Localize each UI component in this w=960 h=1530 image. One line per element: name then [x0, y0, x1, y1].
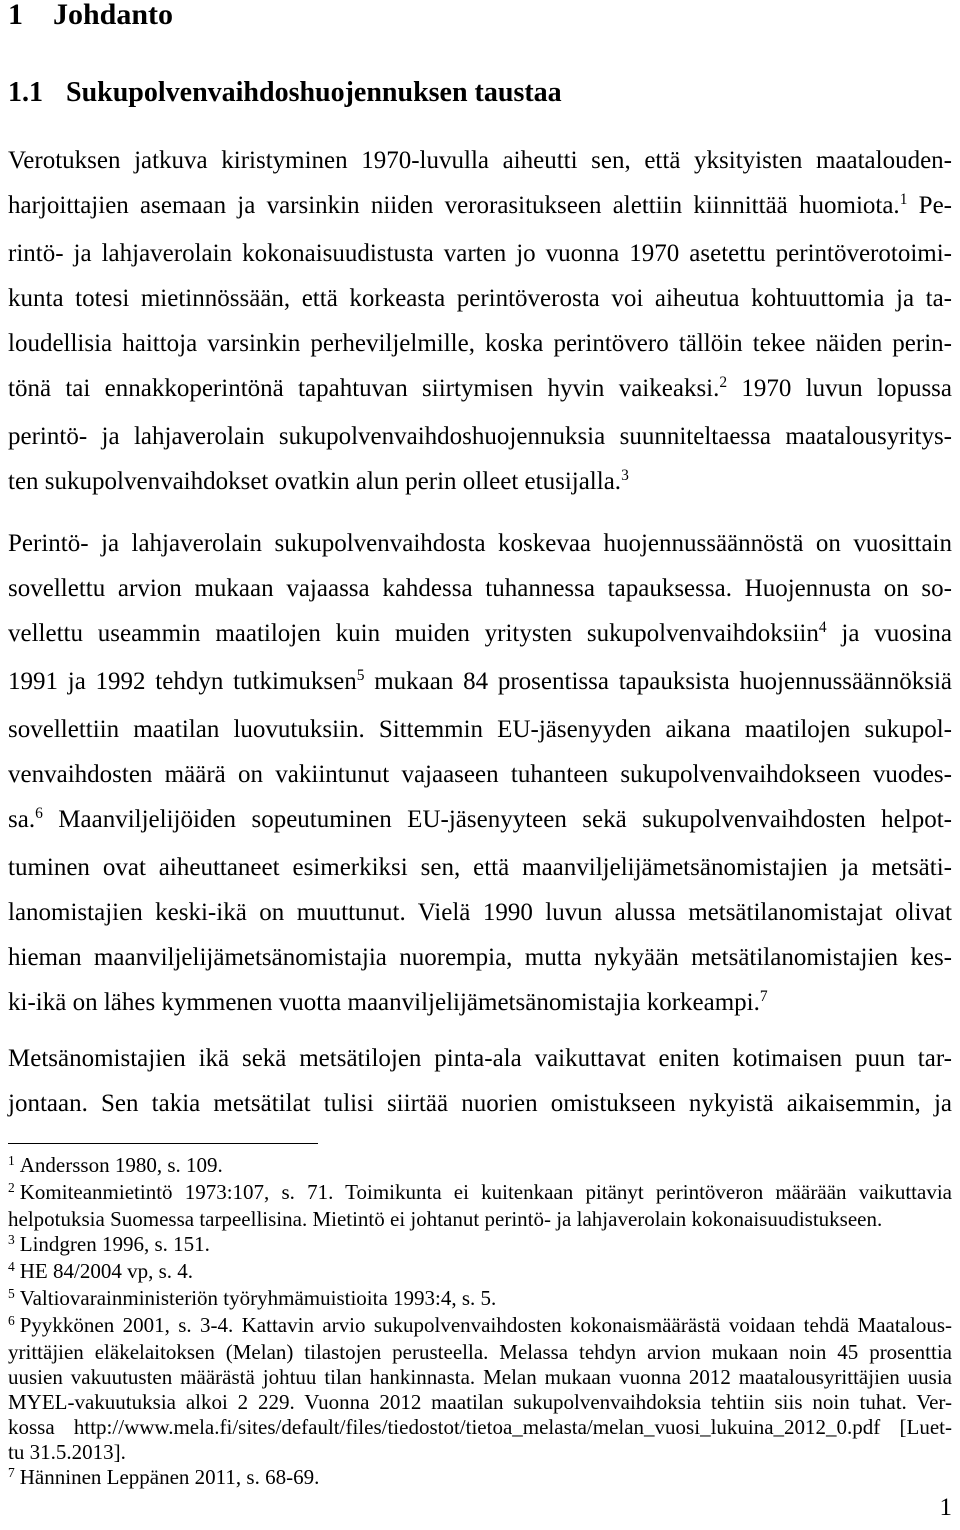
footnote-line: [8, 1180, 952, 1207]
text-run: ten sukupolvenvaihdokset ovatkin alun perin olleet etusijalla.: [8, 468, 622, 495]
footnote-number: 3: [8, 1232, 15, 1247]
footnote-reference: 3: [621, 467, 629, 484]
footnote-line: [8, 1207, 952, 1232]
footnote: [8, 1286, 952, 1313]
footnote-text: Valtiovarainministeriön työryhmämuistioita 1993:4, s. 5.: [19, 1286, 497, 1310]
footnotes: [8, 1153, 952, 1492]
footnote-text: kossa http://www.mela.fi/sites/default/files/tiedostot/tietoa_melasta/melan_vuosi_lukuina_2012_0.pdf [Luet-: [8, 1415, 952, 1439]
footnote-line: [8, 1365, 952, 1390]
text-line: [8, 366, 952, 414]
text-line: [8, 1036, 952, 1081]
footnote-reference: 1: [899, 191, 908, 208]
text-run: rintö- ja lahjaverolain kokonaisuudistusta varten jo vuonna 1970 asetettu perintöverotoimi-: [8, 240, 952, 267]
text-run: Metsänomistajien ikä sekä metsätilojen pinta-ala vaikuttavat eniten kotimaisen puun tar-: [8, 1045, 952, 1072]
text-run: perintö- ja lahjaverolain sukupolvenvaihdoshuojennuksia suunniteltaessa maatalousyritys-: [8, 423, 952, 450]
footnote-line: [8, 1313, 952, 1340]
text-line: [8, 845, 952, 890]
text-run: loudellisia haittoja varsinkin perheviljelmille, koska perintövero tällöin tekee näiden perin-: [8, 330, 952, 357]
body-paragraph: [8, 521, 952, 1028]
footnote: [8, 1465, 952, 1492]
footnote-line: [8, 1340, 952, 1365]
footnote-text: Andersson 1980, s. 109.: [19, 1153, 223, 1177]
page-number: 1: [939, 1494, 952, 1521]
text-line: [8, 183, 952, 231]
footnote-reference: 4: [818, 619, 827, 636]
footnote-reference: 5: [356, 667, 365, 684]
text-run: tuminen ovat aiheuttaneet esimerkiksi sen, että maanviljelijämetsänomistajien ja metsäti-: [8, 854, 952, 881]
footnote-reference: 7: [759, 988, 768, 1005]
body-paragraph: [8, 138, 952, 507]
footnote-text: HE 84/2004 vp, s. 4.: [19, 1259, 193, 1283]
text-run: sovellettiin maatilan luovutuksiin. Sittemmin EU-jäsenyyden aikana maatilojen sukupol-: [8, 716, 952, 743]
text-run: ja vuosina: [826, 620, 952, 647]
footnote: [8, 1153, 952, 1180]
footnote-number: 1: [8, 1153, 15, 1168]
text-line: [8, 797, 952, 845]
text-run: kunta totesi mietinnössään, että korkeasta perintöverosta voi aiheutua kohtuuttomia ja ta-: [8, 285, 952, 312]
text-run: sovellettu arvion mukaan vajaassa kahdessa tuhannessa tapauksessa. Huojennusta on so-: [8, 575, 952, 602]
body-paragraph: [8, 1036, 952, 1126]
footnote-line: [8, 1153, 952, 1180]
footnote-separator: [8, 1143, 318, 1144]
footnote-reference: 2: [719, 374, 728, 391]
section-title: Sukupolvenvaihdoshuojennuksen taustaa: [66, 77, 562, 108]
text-run: vellettu useammin maatilojen kuin muiden yritysten sukupolvenvaihdoksiin: [8, 620, 819, 647]
footnote-text: Lindgren 1996, s. 151.: [19, 1232, 210, 1256]
text-line: [8, 138, 952, 183]
footnote: [8, 1259, 952, 1286]
text-run: hieman maanviljelijämetsänomistajia nuorempia, mutta nykyään metsätilanomistajien kes-: [8, 944, 952, 971]
footnote-text: tu 31.5.2013].: [8, 1440, 126, 1464]
footnote: [8, 1313, 952, 1465]
text-line: [8, 980, 952, 1028]
text-line: [8, 752, 952, 797]
footnote-number: 4: [8, 1259, 15, 1274]
text-line: [8, 566, 952, 611]
footnote-text: helpotuksia Suomessa tarpeellisina. Mietintö ei johtanut perintö- ja lahjaverolain kokonaisuudistukseen.: [8, 1207, 883, 1231]
text-run: Maanviljelijöiden sopeutuminen EU-jäsenyyteen sekä sukupolvenvaihdosten helpot-: [42, 806, 952, 833]
footnote-number: 2: [8, 1180, 15, 1195]
text-line: [8, 521, 952, 566]
footnote-line: [8, 1390, 952, 1415]
footnote-line: [8, 1440, 952, 1465]
text-line: [8, 276, 952, 321]
footnote-number: 7: [8, 1465, 15, 1480]
footnote-text: MYEL-vakuutuksia alkoi 2 229. Vuonna 2012 maatilan sukupolvenvaihdoksia tehtiin siis noin tuhat. Ver-: [8, 1390, 952, 1414]
text-run: ki-ikä on lähes kymmenen vuotta maanviljelijämetsänomistajia korkeampi.: [8, 989, 760, 1016]
footnote-text: Hänninen Leppänen 2011, s. 68-69.: [19, 1465, 320, 1489]
text-line: [8, 414, 952, 459]
footnote-number: 6: [8, 1313, 15, 1328]
text-line: [8, 611, 952, 659]
text-run: lanomistajien keski-ikä on muuttunut. Vielä 1990 luvun alussa metsätilanomistajat olivat: [8, 899, 952, 926]
chapter-number: 1: [8, 0, 23, 31]
footnote-text: uusien vakuutusten määrästä johtuu tilan hankinnasta. Melan mukaan vuonna 2012 maatalousyrittäjien uusia: [8, 1365, 952, 1389]
footnote-reference: 6: [35, 805, 43, 822]
text-line: [8, 459, 952, 507]
footnote-text: Pyykkönen 2001, s. 3-4. Kattavin arvio sukupolvenvaihdosten kokonaismäärästä voidaan tehdä Maatalous-: [19, 1313, 952, 1337]
footnote-line: [8, 1232, 952, 1259]
text-run: venvaihdosten määrä on vakiintunut vajaaseen tuhanteen sukupolvenvaihdokseen vuodes-: [8, 761, 952, 788]
footnote-line: [8, 1259, 952, 1286]
text-run: harjoittajien asemaan ja varsinkin niiden verorasitukseen alettiin kiinnittää huomiota.: [8, 192, 900, 219]
chapter-title: Johdanto: [53, 0, 174, 31]
section-number: 1.1: [8, 77, 43, 108]
text-run: Verotuksen jatkuva kiristyminen 1970-luvulla aiheutti sen, että yksityisten maatalouden-: [8, 147, 952, 174]
text-run: sa.: [8, 806, 36, 833]
text-line: [8, 321, 952, 366]
footnote: [8, 1232, 952, 1259]
text-run: Pe-: [907, 192, 952, 219]
footnote-line: [8, 1286, 952, 1313]
text-run: 1991 ja 1992 tehdyn tutkimuksen: [8, 668, 357, 695]
text-line: [8, 890, 952, 935]
text-run: mukaan 84 prosentissa tapauksista huojennussäännöksiä: [364, 668, 952, 695]
footnote-line: [8, 1415, 952, 1440]
text-line: [8, 935, 952, 980]
text-run: 1970 luvun lopussa: [727, 375, 952, 402]
text-line: [8, 1081, 952, 1126]
text-run: Perintö- ja lahjaverolain sukupolvenvaihdosta koskevaa huojennussäännöstä on vuosittain: [8, 530, 952, 557]
footnote-number: 5: [8, 1286, 15, 1301]
text-line: [8, 659, 952, 707]
footnote-text: yrittäjien eläkelaitoksen (Melan) tilastojen perusteella. Melassa tehdyn arvion mukaan noin 45 prosenttia: [8, 1340, 952, 1364]
footnote-text: Komiteanmietintö 1973:107, s. 71. Toimikunta ei kuitenkaan pitänyt perintöveron määrään vaikuttavia: [19, 1180, 952, 1204]
footnote-line: [8, 1465, 952, 1492]
footnote: [8, 1180, 952, 1232]
text-run: tönä tai ennakkoperintönä tapahtuvan siirtymisen hyvin vaikeaksi.: [8, 375, 720, 402]
text-run: jontaan. Sen takia metsätilat tulisi siirtää nuorien omistukseen nykyistä aikaisemmin, ja: [8, 1090, 952, 1117]
text-line: [8, 707, 952, 752]
text-line: [8, 231, 952, 276]
